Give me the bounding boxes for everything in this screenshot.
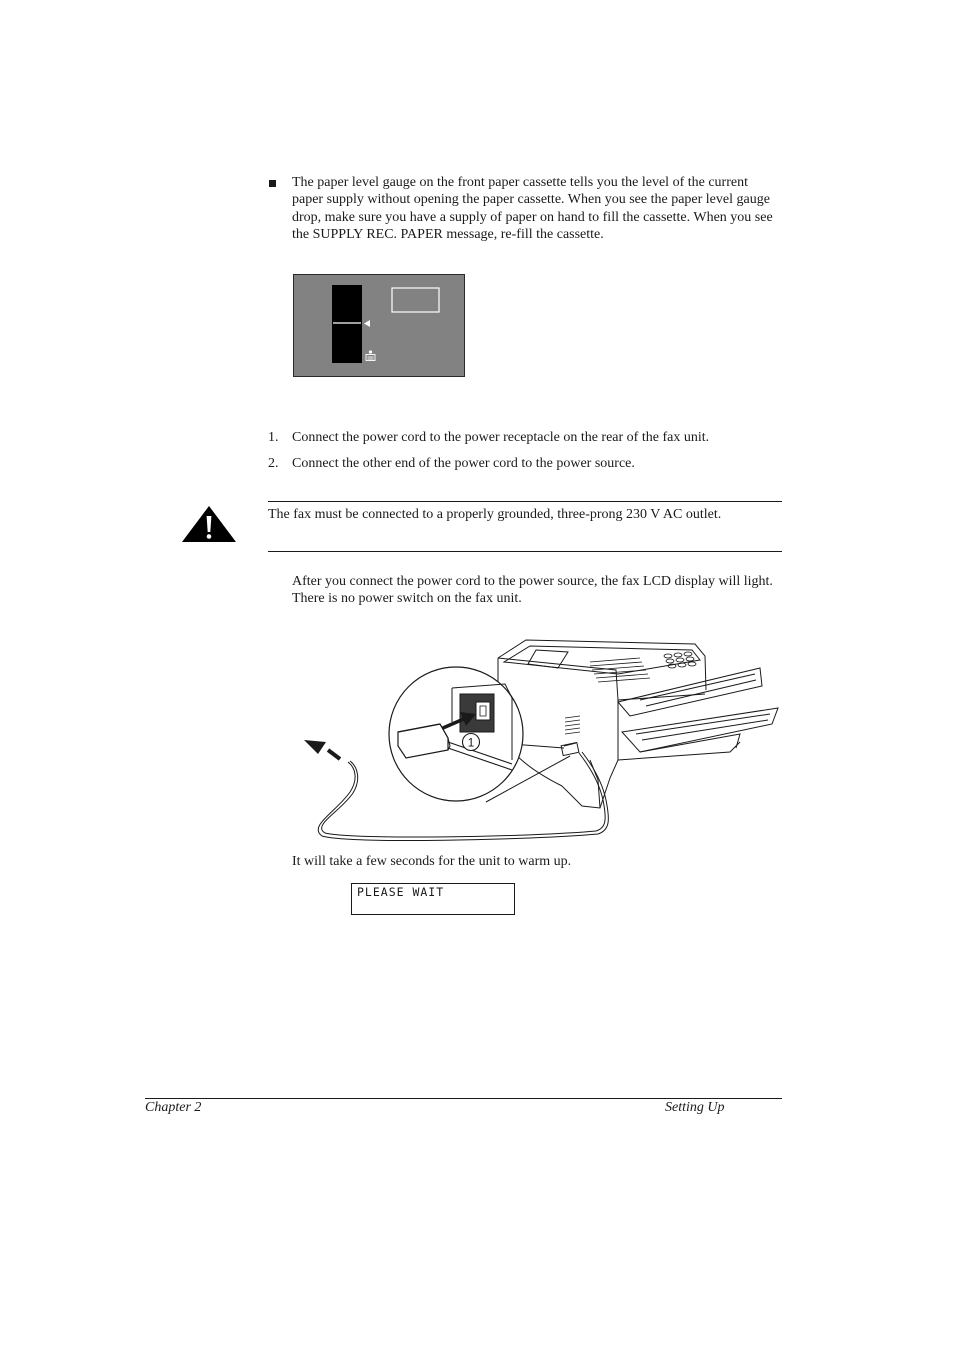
gauge-level-arrow-icon: [364, 320, 370, 327]
paper-level-gauge-figure: [293, 274, 465, 377]
bullet-marker: [269, 180, 276, 187]
step-1-number: 1.: [268, 430, 279, 445]
footer-rule: [145, 1098, 782, 1099]
power-on-paragraph: After you connect the power cord to the power source, the fax LCD display will light. There is no power switch on the fax unit.: [292, 574, 773, 607]
paper-stack-icon: [366, 351, 375, 361]
gauge-window: [392, 288, 439, 312]
warning-top-rule: [268, 501, 782, 502]
footer-section: Setting Up: [665, 1100, 725, 1115]
step-2-text: Connect the other end of the power cord to the power source.: [292, 456, 635, 471]
paper-level-gauge-drawing: [294, 275, 464, 376]
fax-power-cord-illustration: [300, 630, 785, 842]
step-1-text: Connect the power cord to the power receptacle on the rear of the fax unit.: [292, 430, 710, 445]
lcd-display-box: [351, 883, 515, 915]
callout-1-number: 1: [467, 735, 475, 750]
warning-text: The fax must be connected to a properly grounded, three-prong 230 V AC outlet.: [268, 507, 722, 522]
warmup-text: It will take a few seconds for the unit to warm up.: [292, 854, 572, 869]
lcd-message: PLEASE WAIT: [357, 885, 445, 899]
step-2-number: 2.: [268, 456, 279, 471]
inlet-closeup-circle: [389, 667, 523, 801]
paper-gauge-paragraph: The paper level gauge on the front paper cassette tells you the level of the current paper supply without opening the paper cassette. When you see the paper level gauge drop, make sure you have a supply of paper on hand to fill the cassette. When you see the SUPPLY REC. PAPER message, re-fill the cassette.: [292, 175, 773, 243]
warning-bottom-rule: [268, 551, 782, 552]
footer-chapter: Chapter 2: [145, 1100, 202, 1115]
power-source-arrow-icon: [304, 740, 340, 759]
warning-triangle-icon: [181, 505, 237, 543]
